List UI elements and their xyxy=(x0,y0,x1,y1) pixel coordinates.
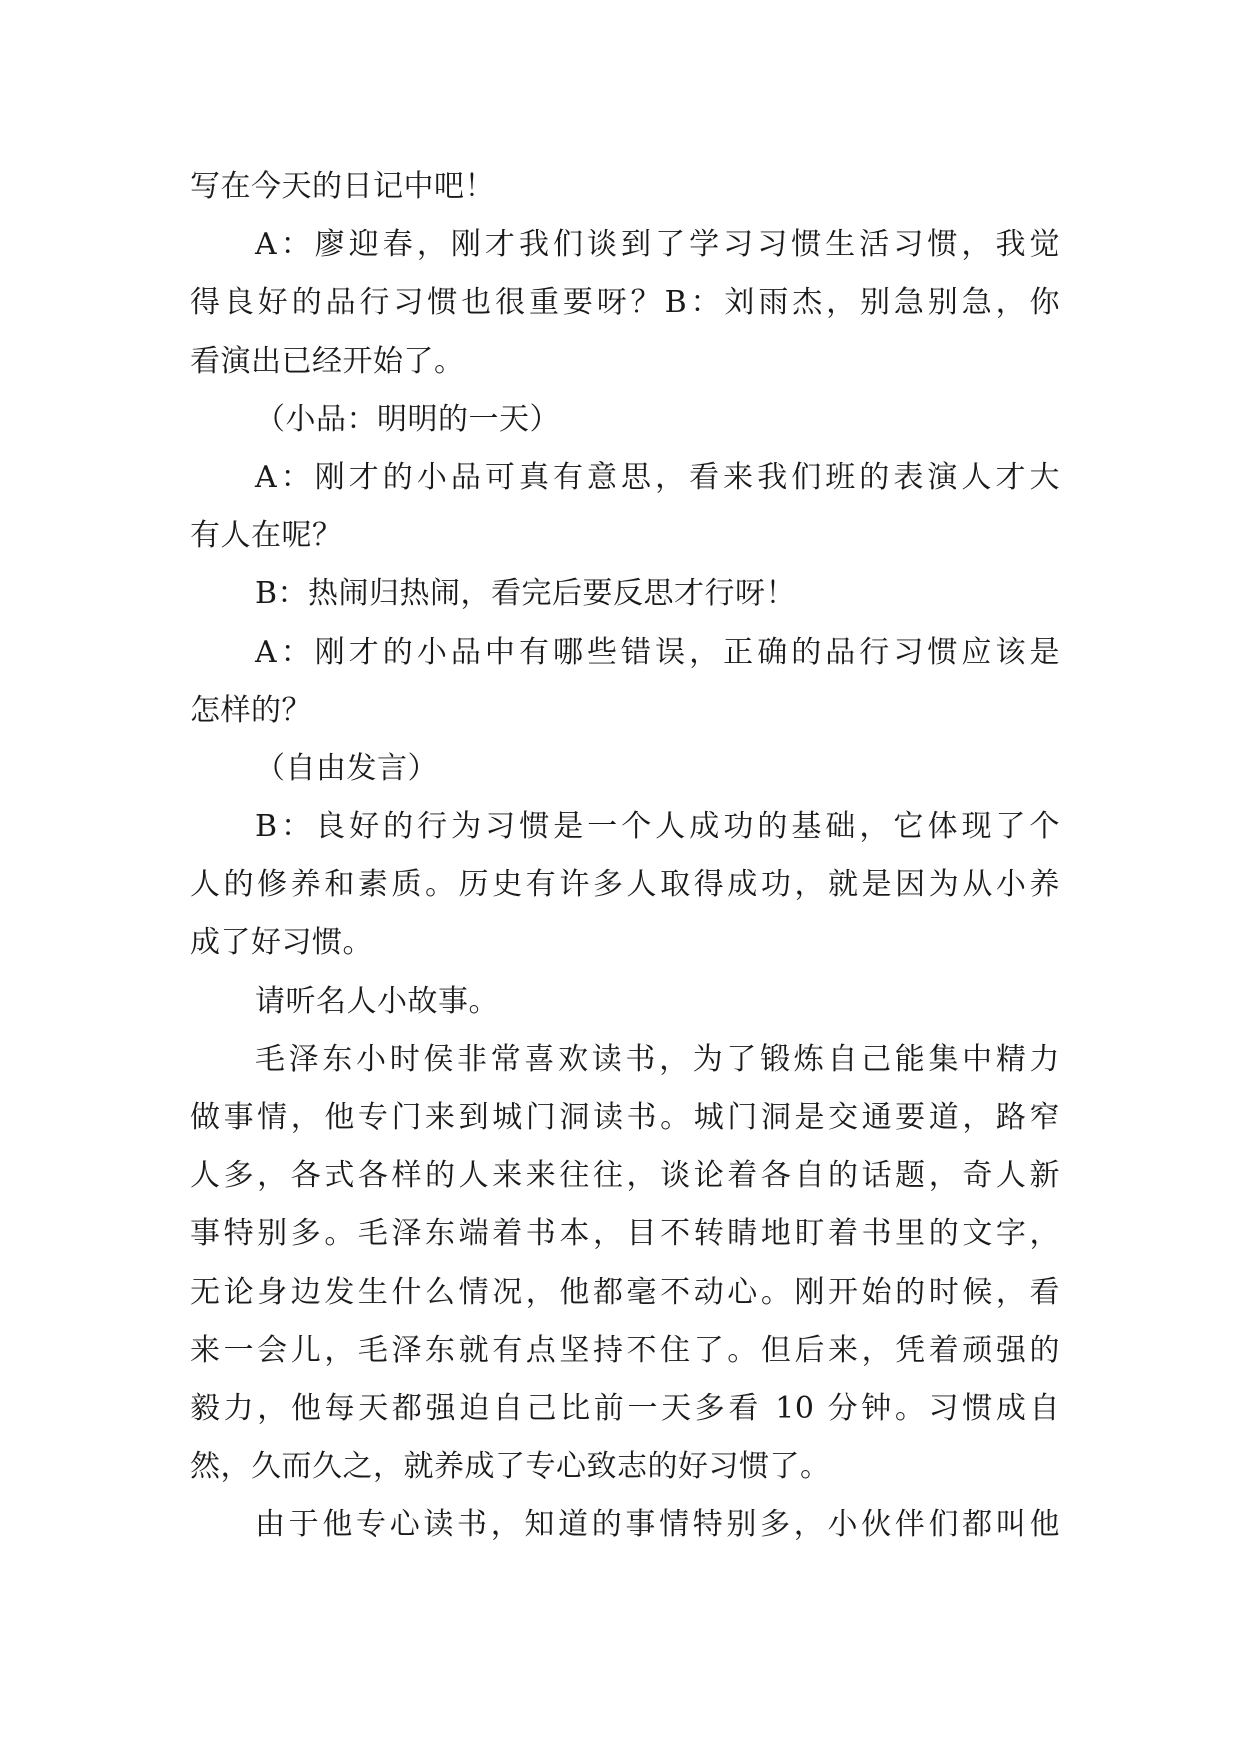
text-line: 人多，各式各样的人来来往往，谈论着各自的话题，奇人新 xyxy=(190,1158,1060,1194)
text-line: 人的修养和素质。历史有许多人取得成功，就是因为从小养 xyxy=(190,867,1060,903)
text-line: 事特别多。毛泽东端着书本，目不转睛地盯着书里的文字， xyxy=(190,1216,1060,1252)
text-line: 毅力，他每天都强迫自己比前一天多看 10 分钟。习惯成自 xyxy=(190,1390,1060,1426)
text-line: 写在今天的日记中吧！ xyxy=(190,169,495,204)
text-line: （自由发言） xyxy=(255,750,438,786)
text-line: B：热闹归热闹，看完后要反思才行呀！ xyxy=(255,576,797,612)
text-line: 请听名人小故事。 xyxy=(255,983,499,1019)
text-line: 来一会儿，毛泽东就有点坚持不住了。但后来，凭着顽强的 xyxy=(190,1332,1060,1368)
text-line: 由于他专心读书，知道的事情特别多，小伙伴们都叫他 xyxy=(255,1507,1060,1543)
body-text xyxy=(190,158,1060,1555)
text-line: 然，久而久之，就养成了专心致志的好习惯了。 xyxy=(190,1449,831,1485)
text-line: 毛泽东小时侯非常喜欢读书，为了锻炼自己能集中精力 xyxy=(255,1041,1060,1077)
text-line: A：廖迎春，刚才我们谈到了学习习惯生活习惯，我觉 xyxy=(255,227,1060,263)
text-line: 无论身边发生什么情况，他都毫不动心。刚开始的时候，看 xyxy=(190,1274,1060,1310)
text-line: 得良好的品行习惯也很重要呀？B：刘雨杰，别急别急，你 xyxy=(190,285,1060,321)
text-line: 有人在呢？ xyxy=(190,518,343,554)
text-line: 看演出已经开始了。 xyxy=(190,343,465,379)
text-line: （小品：明明的一天） xyxy=(255,401,560,437)
text-line: B：良好的行为习惯是一个人成功的基础，它体现了个 xyxy=(255,809,1060,845)
text-line: 成了好习惯。 xyxy=(190,925,373,961)
text-line: 做事情，他专门来到城门洞读书。城门洞是交通要道，路窄 xyxy=(190,1100,1060,1135)
text-line: 怎样的？ xyxy=(190,692,312,728)
text-line: A：刚才的小品中有哪些错误，正确的品行习惯应该是 xyxy=(255,634,1060,670)
text-line: A：刚才的小品可真有意思，看来我们班的表演人才大 xyxy=(255,459,1060,495)
